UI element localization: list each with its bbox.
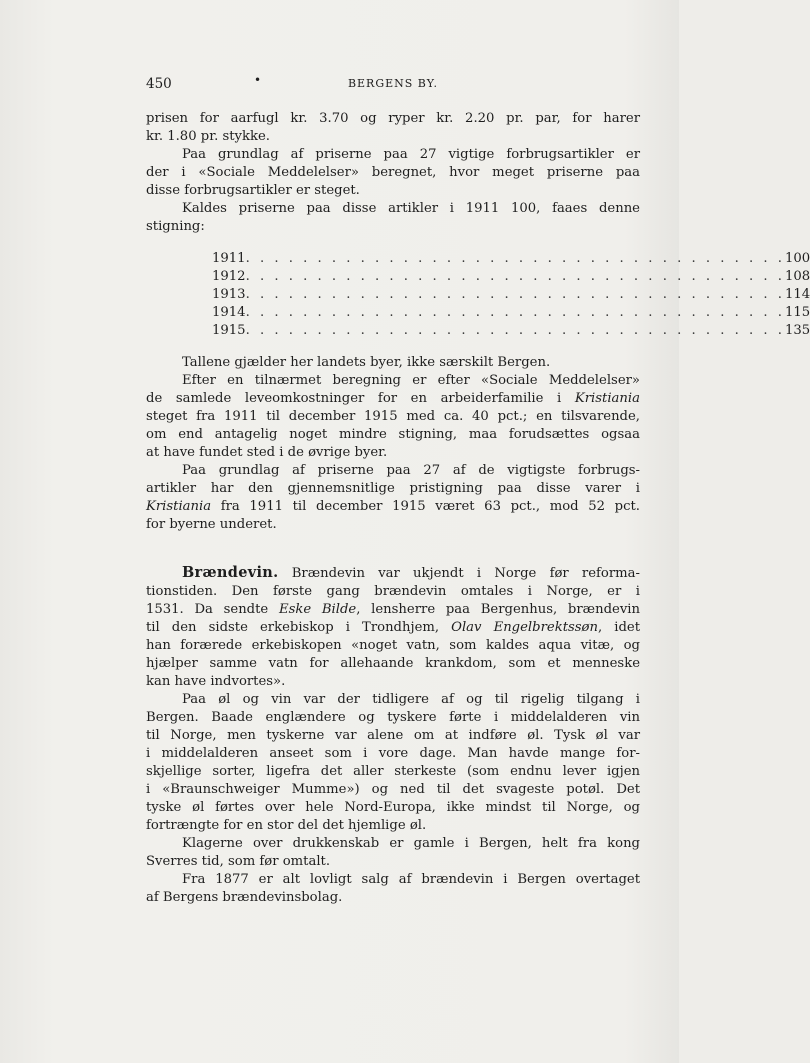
text-line: kr. 1.80 pr. stykke. (146, 129, 270, 144)
table-year: 1914 (212, 305, 246, 320)
text-line: hjælper samme vatn for allehaande krankdom, som et menneske (146, 656, 640, 671)
table-row (212, 268, 810, 286)
italic-person-name: Eske Bilde (278, 602, 357, 617)
table-value: 115 (784, 305, 810, 320)
paragraph-9 (146, 835, 640, 871)
table-value: 114 (784, 287, 810, 302)
leader-dots: . . . . . . . . . . . . . . . . . . . . . . . . . . . . . . . . . . . . . . (245, 287, 785, 302)
table-row (212, 286, 810, 304)
text-line (146, 390, 640, 408)
page-header (146, 73, 640, 96)
table-year: 1913 (212, 287, 246, 302)
table-year: 1912 (212, 269, 246, 284)
leader-dots: . . . . . . . . . . . . . . . . . . . . . . . . . . . . . . . . . . . . . . (245, 323, 785, 338)
text-line: at have fundet sted i de øvrige byer. (146, 445, 388, 460)
paragraph-4 (146, 354, 640, 372)
running-title: BERGENS BY. (347, 77, 439, 90)
text-line: Sverres tid, som før omtalt. (146, 854, 331, 869)
leader-dots: . . . . . . . . . . . . . . . . . . . . . . . . . . . . . . . . . . . . . . (245, 251, 785, 266)
text-line: stigning: (146, 219, 205, 234)
text-line: artikler har den gjennemsnitlige pristigning paa disse varer i (146, 481, 640, 496)
table-row (212, 304, 810, 322)
table-value: 108 (784, 269, 810, 284)
text-line: skjellige sorter, ligefra det aller sterkeste (som endnu lever igjen (146, 764, 640, 779)
section-heading: Brændevin. (182, 564, 279, 581)
text-run: de samlede leveomkostninger for en arbeiderfamilie i (146, 391, 575, 406)
italic-person-name: Olav Engelbrektssøn (451, 620, 598, 635)
text-line (146, 564, 640, 583)
text-line: Klagerne over drukkenskab er gamle i Bergen, helt fra kong (182, 836, 640, 851)
text-line: Tallene gjælder her landets byer, ikke særskilt Bergen. (182, 355, 551, 370)
text-line: kan have indvortes». (146, 674, 286, 689)
table-year: 1915 (212, 323, 246, 338)
table-row (212, 250, 810, 268)
text-run: , idet (597, 620, 640, 635)
text-run: til den sidste erkebiskop i Trondhjem, (146, 620, 452, 635)
paragraph-7 (146, 564, 640, 691)
text-line: tionstiden. Den første gang brændevin omtales i Norge, er i (146, 584, 640, 599)
text-run: fra 1911 til december 1915 været 63 pct., mod 52 pct. (211, 499, 640, 514)
paragraph-6 (146, 462, 640, 534)
text-run: 1531. Da sendte (146, 602, 279, 617)
text-line: Paa grundlag af priserne paa 27 af de vigtigste forbrugs- (182, 463, 640, 478)
text-line: Fra 1877 er alt lovligt salg af brændevin i Bergen overtaget (182, 872, 640, 887)
text-line: disse forbrugsartikler er steget. (146, 183, 360, 198)
italic-place-name: Kristiania (146, 499, 212, 514)
paragraph-10 (146, 871, 640, 907)
text-line: han forærede erkebiskopen «noget vatn, som kaldes aqua vitæ, og (146, 638, 640, 653)
leader-dots: . . . . . . . . . . . . . . . . . . . . . . . . . . . . . . . . . . . . . . (245, 269, 785, 284)
text-line: Paa øl og vin var der tidligere af og til rigelig tilgang i (182, 692, 640, 707)
text-line (146, 498, 640, 516)
text-run: , lensherre paa Bergenhus, brændevin (356, 602, 640, 617)
text-line: Bergen. Baade englændere og tyskere førte i middelalderen vin (146, 710, 640, 725)
text-line: der i «Sociale Meddelelser» beregnet, hvor meget priserne paa (146, 165, 640, 180)
text-line: prisen for aarfugl kr. 3.70 og ryper kr. 2.20 pr. par, for harer (146, 111, 640, 126)
paragraph-5 (146, 372, 640, 462)
leader-dots: . . . . . . . . . . . . . . . . . . . . . . . . . . . . . . . . . . . . . . (245, 305, 785, 320)
text-line (146, 601, 640, 619)
table-year: 1911 (212, 251, 246, 266)
paragraph-8 (146, 691, 640, 835)
italic-place-name: Kristiania (574, 391, 640, 406)
text-line: for byerne underet. (146, 517, 277, 532)
text-line: i «Braunschweiger Mumme») og ned til det svageste potøl. Det (146, 782, 640, 797)
text-line: steget fra 1911 til december 1915 med ca. 40 pct.; en tilsvarende, (146, 409, 640, 424)
text-line: om end antagelig noget mindre stigning, maa forudsættes ogsaa (146, 427, 640, 442)
price-index-table (212, 250, 810, 340)
text-line (146, 619, 640, 637)
table-row (212, 322, 810, 340)
text-line: af Bergens brændevinsbolag. (146, 890, 343, 905)
header-mark: • (254, 73, 262, 87)
paragraph-1 (146, 110, 640, 146)
text-line: i middelalderen anseet som i vore dage. Man havde mange for- (146, 746, 640, 761)
paragraph-3 (146, 200, 640, 236)
section-gap (146, 534, 640, 564)
text-line: til Norge, men tyskerne var alene om at indføre øl. Tysk øl var (146, 728, 640, 743)
paragraph-2 (146, 146, 640, 200)
table-value: 100 (784, 251, 810, 266)
text-line: fortrængte for en stor del det hjemlige øl. (146, 818, 427, 833)
text-line: Kaldes priserne paa disse artikler i 1911 100, faaes denne (182, 201, 640, 216)
text-line: tyske øl førtes over hele Nord-Europa, ikke mindst til Norge, og (146, 800, 640, 815)
page-body (146, 110, 810, 907)
text-line: Paa grundlag af priserne paa 27 vigtige forbrugsartikler er (182, 147, 640, 162)
text-run: Brændevin var ukjendt i Norge før reforma- (278, 566, 640, 581)
text-line: Efter en tilnærmet beregning er efter «Sociale Meddelelser» (182, 373, 640, 388)
page-number: 450 (146, 76, 172, 92)
table-value: 135 (784, 323, 810, 338)
